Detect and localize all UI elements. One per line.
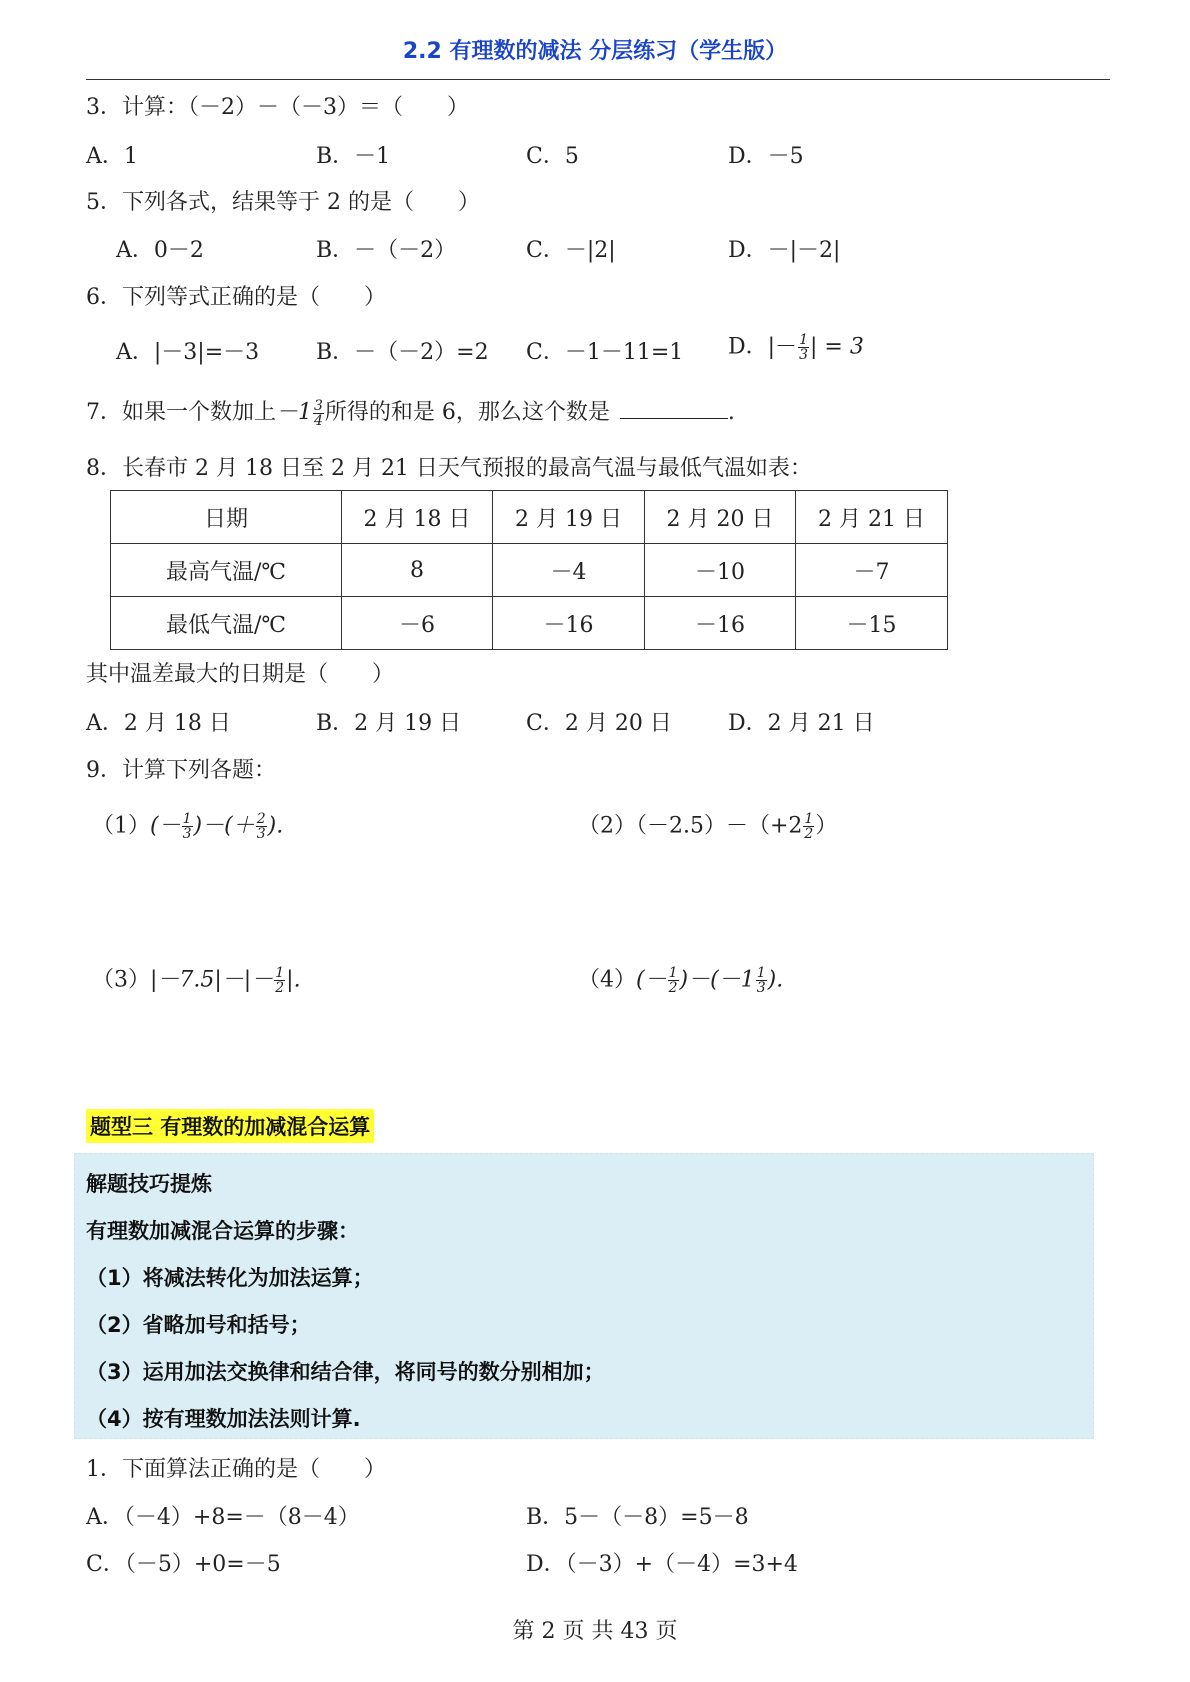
q7-denominator: 4 xyxy=(314,412,323,429)
q9-p2-den: 2 xyxy=(804,826,814,842)
q9-p1-frac1 xyxy=(182,812,193,841)
q7-stem xyxy=(86,398,735,428)
q3-option-a: A．1 xyxy=(86,144,138,169)
q8-option-b: B．2 月 19 日 xyxy=(316,711,462,736)
q1-option-b: B．5－（－8）=5－8 xyxy=(526,1505,749,1530)
q6-d-suffix: | = 3 xyxy=(809,334,864,360)
q3-option-c: C．5 xyxy=(526,144,579,169)
table-row xyxy=(111,544,948,597)
table-row-label: 最高气温/℃ xyxy=(111,544,342,597)
table-cell: －16 xyxy=(493,597,645,650)
q8-option-c: C．2 月 20 日 xyxy=(526,711,672,736)
q7-end: . xyxy=(727,400,735,425)
q9-p1-den1: 3 xyxy=(182,826,192,842)
q7-negative-whole: －1 xyxy=(276,400,312,425)
table-row-label: 最低气温/℃ xyxy=(111,597,342,650)
q9-p2-label: （2） xyxy=(578,813,636,839)
header-divider xyxy=(86,79,1110,80)
q9-p3-a: |－7.5|－|－ xyxy=(150,967,274,993)
section-title: 题型三 有理数的加减混合运算 xyxy=(86,1109,374,1143)
q9-p2-c: ） xyxy=(815,813,838,839)
q9-p3-den: 2 xyxy=(275,980,285,996)
table-cell: －6 xyxy=(342,597,493,650)
table-cell: 8 xyxy=(342,544,493,597)
q9-p1-frac2 xyxy=(256,812,267,841)
q7-answer-blank[interactable] xyxy=(620,398,728,419)
page-footer: 第 2 页 共 43 页 xyxy=(512,1619,678,1644)
q7-fraction xyxy=(313,399,324,428)
q5-option-a: A．0－2 xyxy=(116,238,204,263)
table-header-cell: 2 月 20 日 xyxy=(645,491,796,544)
table-header-cell: 2 月 18 日 xyxy=(342,491,493,544)
q9-p4-a: (－ xyxy=(636,967,667,993)
table-header-cell: 2 月 19 日 xyxy=(493,491,645,544)
q5-option-c: C．－|2| xyxy=(526,238,616,263)
q9-part-3 xyxy=(92,966,301,995)
q9-p4-num2: 1 xyxy=(756,965,766,981)
q6-stem: 6．下列等式正确的是（ ） xyxy=(86,285,386,310)
q6-option-d xyxy=(728,333,864,362)
q9-p3-num: 1 xyxy=(275,965,285,981)
q9-p4-label: （4） xyxy=(578,967,636,993)
q3-option-d: D．－5 xyxy=(728,144,804,169)
q6-d-denominator: 3 xyxy=(799,347,808,363)
q9-p4-den2: 3 xyxy=(756,980,766,996)
q1-option-c: C．（－5）+0=－5 xyxy=(86,1552,281,1577)
q9-p4-num1: 1 xyxy=(668,965,678,981)
temperature-table xyxy=(110,490,948,650)
tips-heading: 解题技巧提炼 xyxy=(86,1172,212,1196)
table-header-cell: 日期 xyxy=(111,491,342,544)
q1-option-a: A．（－4）+8=－（8－4） xyxy=(86,1505,360,1530)
q5-option-b: B．－（－2） xyxy=(316,238,457,263)
table-cell: －10 xyxy=(645,544,796,597)
q9-p4-frac2 xyxy=(756,966,767,995)
q8-option-a: A．2 月 18 日 xyxy=(86,711,231,736)
q9-p1-den2: 3 xyxy=(256,826,266,842)
q9-p1-num1: 1 xyxy=(182,811,192,827)
q9-part-4 xyxy=(578,966,783,995)
q6-option-c: C．－1－11=1 xyxy=(526,340,684,365)
q7-suffix: 所得的和是 6，那么这个数是 xyxy=(324,400,610,425)
q8-question: 其中温差最大的日期是（ ） xyxy=(86,662,395,687)
q9-p1-label: （1） xyxy=(92,813,150,839)
q3-option-b: B．－1 xyxy=(316,144,391,169)
q9-p2-frac xyxy=(803,812,814,841)
q7-numerator: 3 xyxy=(314,397,323,414)
q6-d-fraction xyxy=(798,333,809,362)
q9-p3-label: （3） xyxy=(92,967,150,993)
tips-line: （4）按有理数加法法则计算. xyxy=(86,1407,361,1431)
q1-option-d: D．（－3）+（－4）=3+4 xyxy=(526,1552,798,1577)
q9-p1-b: )－(＋ xyxy=(193,813,255,839)
q9-p1-a: (－ xyxy=(150,813,181,839)
tips-line: （2）省略加号和括号； xyxy=(86,1313,311,1337)
q9-p3-c: |. xyxy=(286,967,301,993)
q9-p1-num2: 2 xyxy=(256,811,266,827)
tips-line: 有理数加减混合运算的步骤： xyxy=(86,1219,359,1243)
q1-stem: 1．下面算法正确的是（ ） xyxy=(86,1457,386,1482)
q9-stem: 9．计算下列各题： xyxy=(86,758,276,783)
q5-option-d: D．－|－2| xyxy=(728,238,841,263)
tips-line: （1）将减法转化为加法运算； xyxy=(86,1266,374,1290)
q6-option-a: A．|－3|=－3 xyxy=(116,340,260,365)
q9-p4-c: ). xyxy=(767,967,784,993)
tips-line: （3）运用加法交换律和结合律，将同号的数分别相加； xyxy=(86,1360,605,1384)
table-cell: －15 xyxy=(796,597,948,650)
q9-p4-den1: 2 xyxy=(668,980,678,996)
q7-prefix: 7．如果一个数加上 xyxy=(86,400,276,425)
q9-p3-frac xyxy=(274,966,285,995)
q9-p1-c: ). xyxy=(267,813,284,839)
q9-part-2 xyxy=(578,812,837,841)
q9-p2-num: 1 xyxy=(804,811,814,827)
q8-stem: 8．长春市 2 月 18 日至 2 月 21 日天气预报的最高气温与最低气温如表： xyxy=(86,456,812,481)
q9-p4-frac1 xyxy=(668,966,679,995)
table-header-row xyxy=(111,491,948,544)
q5-stem: 5．下列各式，结果等于 2 的是（ ） xyxy=(86,190,480,215)
table-header-cell: 2 月 21 日 xyxy=(796,491,948,544)
q9-p4-b: )－(－1 xyxy=(679,967,755,993)
q9-p2-a: （－2.5）－（+2 xyxy=(636,813,803,839)
page-header-title: 2.2 有理数的减法 分层练习（学生版） xyxy=(402,39,788,64)
q6-option-b: B．－（－2）=2 xyxy=(316,340,489,365)
q3-stem: 3．计算：（－2）－（－3）＝（ ） xyxy=(86,95,469,120)
table-cell: －4 xyxy=(493,544,645,597)
tips-box xyxy=(74,1153,1094,1439)
q6-d-prefix: D．|－ xyxy=(728,334,798,360)
q6-d-numerator: 1 xyxy=(799,332,808,348)
table-cell: －16 xyxy=(645,597,796,650)
q8-option-d: D．2 月 21 日 xyxy=(728,711,875,736)
table-cell: －7 xyxy=(796,544,948,597)
table-row xyxy=(111,597,948,650)
q9-part-1 xyxy=(92,812,283,841)
